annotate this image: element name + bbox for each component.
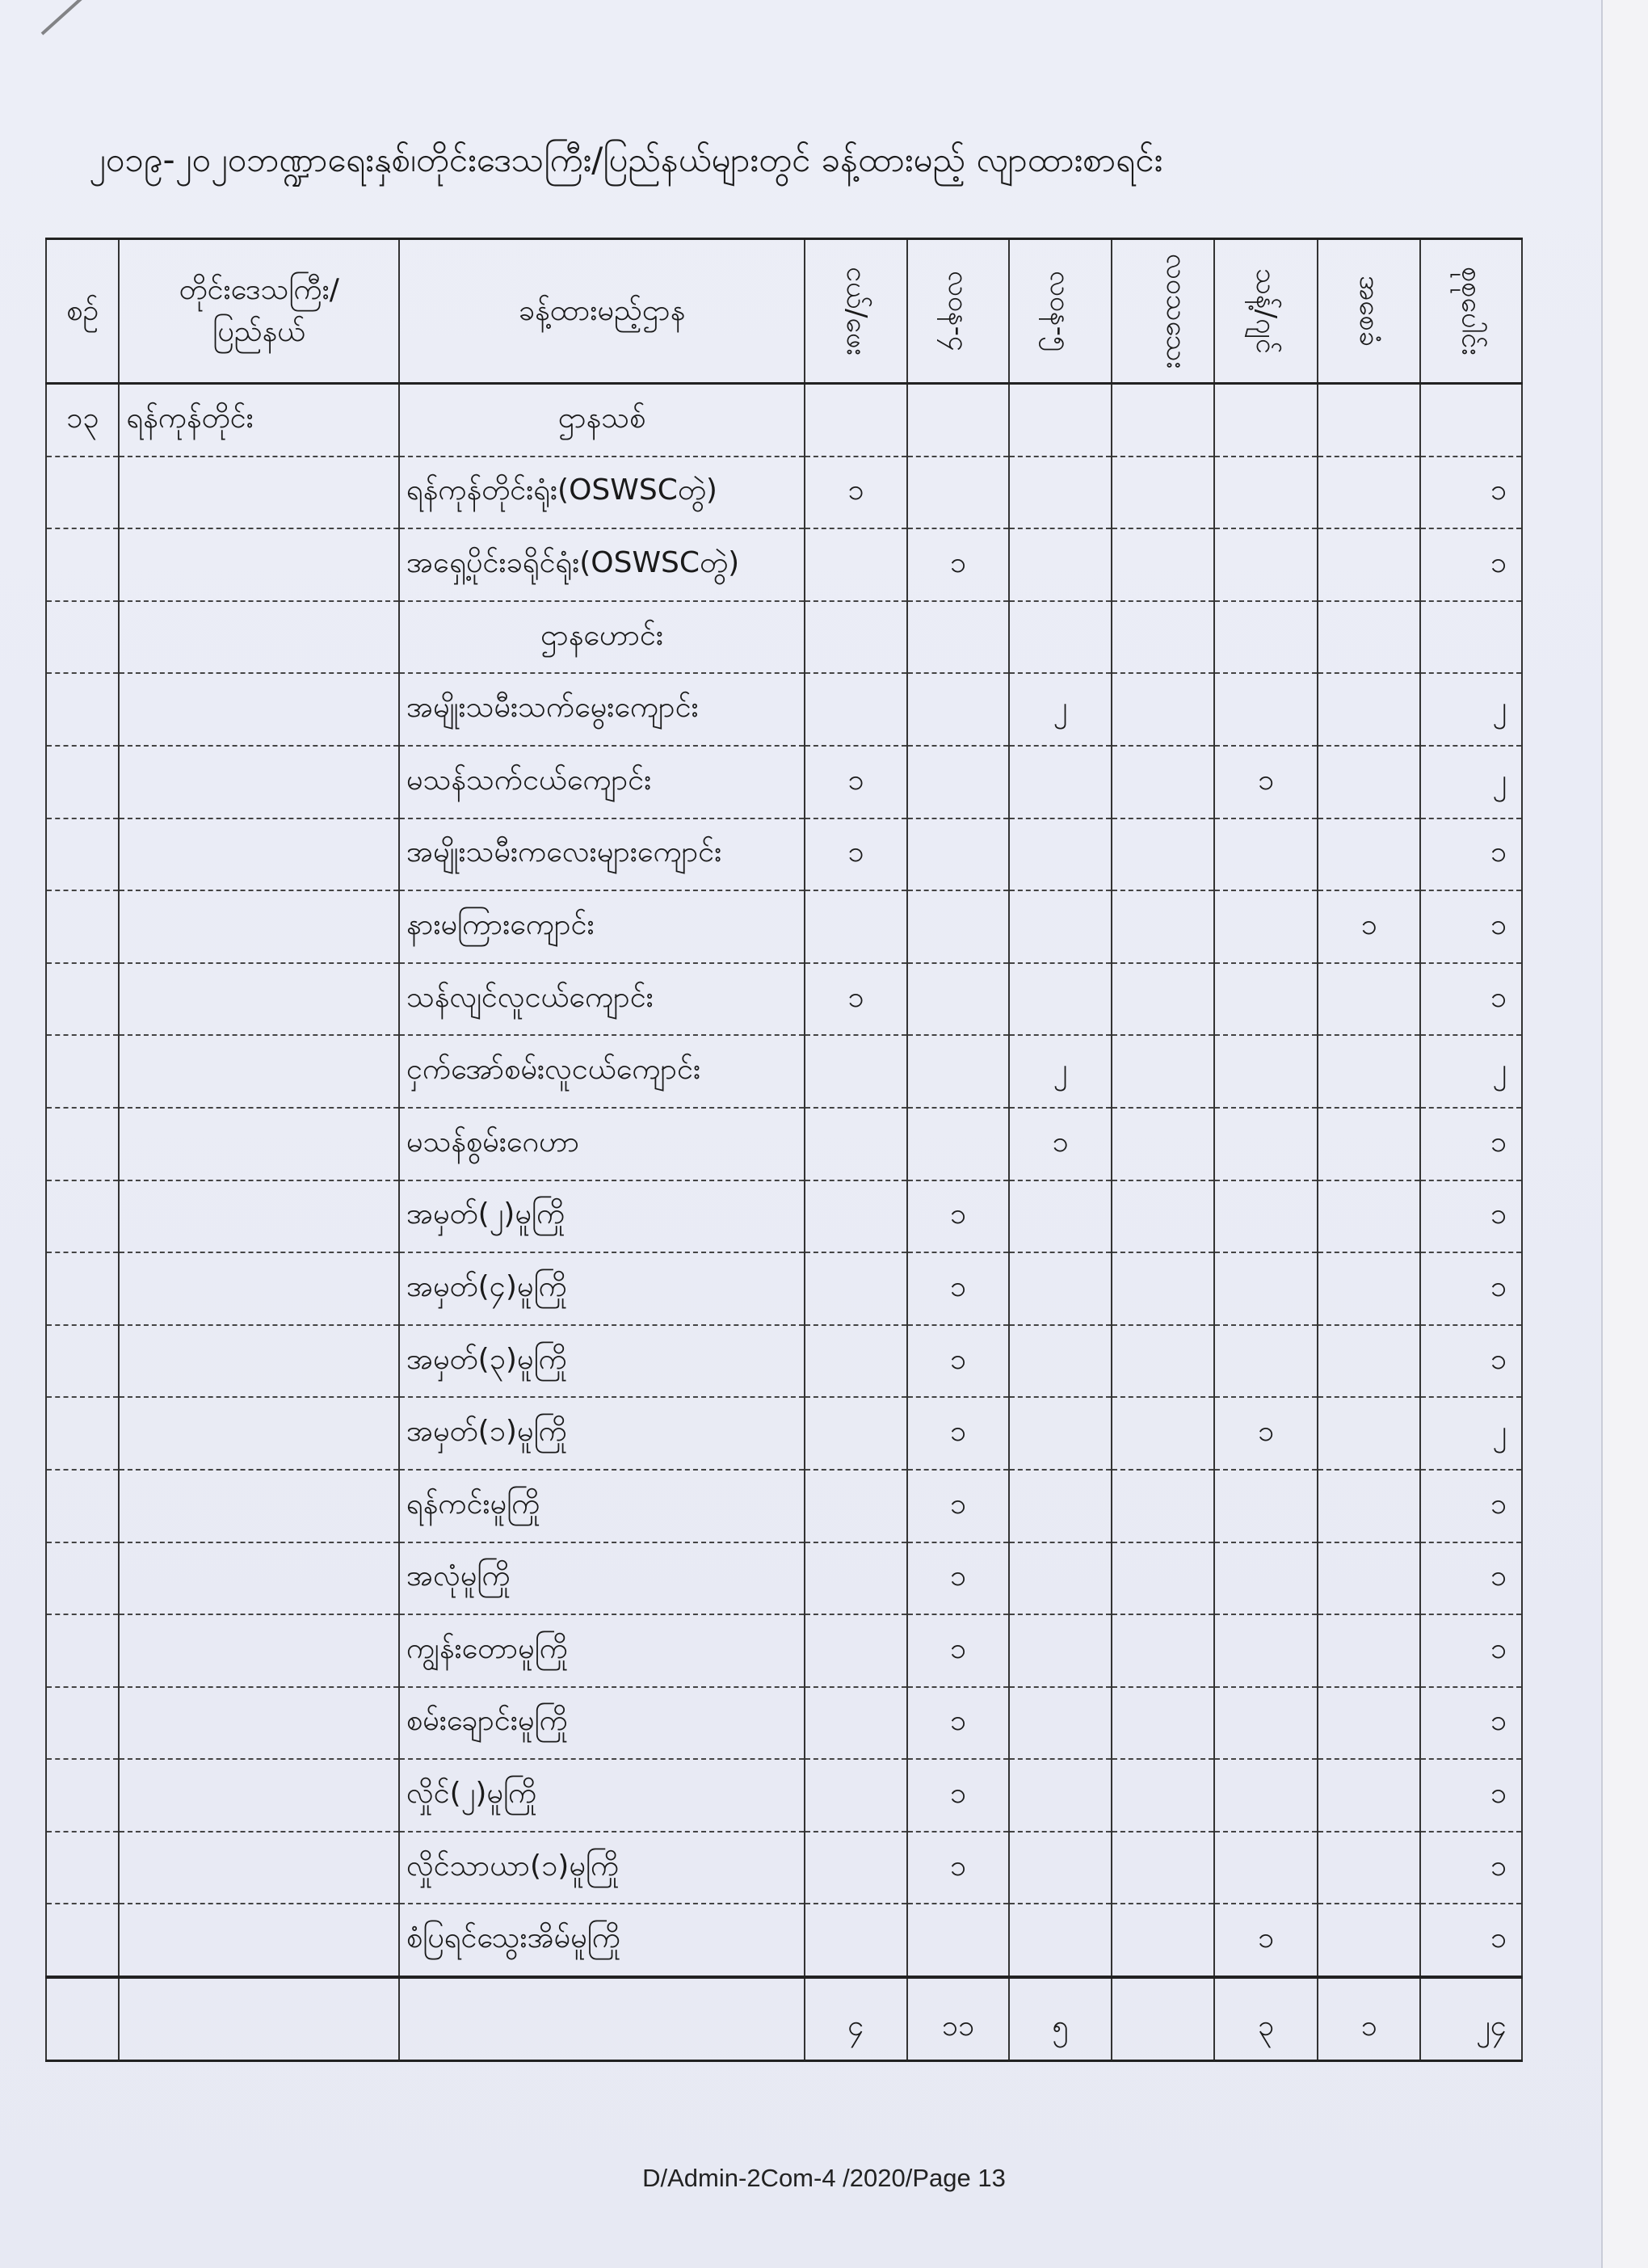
region-cell [119,818,399,891]
count-cell-2 [907,1108,1010,1180]
department-name: ငှက်အော်စမ်းလူငယ်ကျောင်း [399,1035,805,1108]
document-title: ၂၀၁၉-၂၀၂၀ဘဏ္ဍာရေးနှစ်၊တိုင်းဒေသကြီး/ပြည်နယ်များတွင် ခန့်ထားမည့် လျာထားစာရင်း [89,140,1163,179]
count-cell-6 [1318,1470,1421,1542]
row-total-cell: ၁ [1420,1542,1522,1615]
count-cell-5 [1214,1470,1318,1542]
serial-cell [46,528,119,601]
count-cell-6 [1318,1687,1421,1760]
header-col-5 [1214,239,1318,384]
count-cell-4 [1112,1759,1215,1832]
count-cell-1 [805,1759,907,1832]
header-department: ခန့်ထားမည့်ဌာန [399,239,805,384]
serial-cell [46,1759,119,1832]
count-cell-1 [805,1832,907,1904]
region-cell [119,963,399,1036]
serial-cell [46,673,119,746]
column-total-5: ၃ [1214,1977,1318,2061]
column-total-2: ၁၁ [907,1977,1010,2061]
table-row [46,890,1522,963]
region-cell [119,1397,399,1470]
count-cell-1 [805,601,907,674]
pen-stroke-mark [41,0,86,35]
count-cell-1 [805,1397,907,1470]
count-cell-6 [1318,1325,1421,1398]
count-cell-3 [1009,746,1112,818]
count-cell-2: ၁ [907,528,1010,601]
count-cell-2: ၁ [907,1252,1010,1325]
row-total-cell: ၁ [1420,1687,1522,1760]
staffing-table [45,238,1523,2062]
count-cell-6 [1318,1252,1421,1325]
serial-cell [46,1687,119,1760]
region-cell [119,601,399,674]
count-cell-5 [1214,1759,1318,1832]
region-cell [119,890,399,963]
count-cell-3 [1009,1397,1112,1470]
count-cell-2 [907,1904,1010,1977]
count-cell-2 [907,1035,1010,1108]
column-total-1: ၄ [805,1977,907,2061]
count-cell-6 [1318,963,1421,1036]
count-cell-2 [907,673,1010,746]
row-total-cell [1420,601,1522,674]
count-cell-4 [1112,457,1215,529]
section-row [46,384,1522,457]
count-cell-3 [1009,1325,1112,1398]
header-col-total-label: စုစုပေါင်း [1456,267,1489,356]
count-cell-1 [805,1687,907,1760]
row-total-cell: ၂ [1420,1035,1522,1108]
department-name: ရန်ကုန်တိုင်းရုံး(OSWSCတွဲ) [399,457,805,529]
count-cell-3 [1009,818,1112,891]
count-cell-4 [1112,1252,1215,1325]
count-cell-5 [1214,1035,1318,1108]
count-cell-1 [805,1904,907,1977]
count-cell-4 [1112,1035,1215,1108]
count-cell-6 [1318,1108,1421,1180]
count-cell-2: ၁ [907,1542,1010,1615]
serial-cell [46,1832,119,1904]
count-cell-3 [1009,1832,1112,1904]
department-name: စမ်းချောင်းမူကြို [399,1687,805,1760]
header-col-4-label: လဝသသေး [1159,253,1192,369]
region-cell [119,1325,399,1398]
count-cell-1 [805,384,907,457]
count-cell-3 [1009,1470,1112,1542]
header-col-2 [907,239,1010,384]
serial-cell [46,1180,119,1253]
row-total-cell: ၁ [1420,1832,1522,1904]
header-col-3-label: လဝန-၅ [1044,271,1077,351]
count-cell-3: ၂ [1009,1035,1112,1108]
serial-cell [46,746,119,818]
row-total-cell [1420,384,1522,457]
row-total-cell: ၁ [1420,963,1522,1036]
count-cell-6 [1318,1832,1421,1904]
table-row [46,1614,1522,1687]
count-cell-1 [805,673,907,746]
count-cell-1: ၁ [805,963,907,1036]
department-name: လှိုင်(၂)မူကြို [399,1759,805,1832]
table-row [46,1108,1522,1180]
row-total-cell: ၁ [1420,1108,1522,1180]
region-cell [119,457,399,529]
count-cell-6 [1318,1614,1421,1687]
count-cell-3 [1009,384,1112,457]
department-name: စံပြရင်သွေးအိမ်မူကြို [399,1904,805,1977]
count-cell-4 [1112,601,1215,674]
table-row [46,1687,1522,1760]
table-row [46,528,1522,601]
region-cell: ရန်ကုန်တိုင်း [119,384,399,457]
count-cell-3 [1009,1180,1112,1253]
region-cell [119,746,399,818]
count-cell-4 [1112,1832,1215,1904]
table-body [46,384,1522,2061]
count-cell-3 [1009,890,1112,963]
count-cell-1 [805,890,907,963]
count-cell-4 [1112,1397,1215,1470]
header-col-2-label: လဝန-၄ [941,271,974,351]
count-cell-4 [1112,1180,1215,1253]
count-cell-2: ၁ [907,1470,1010,1542]
count-cell-6 [1318,1542,1421,1615]
region-cell [119,673,399,746]
count-cell-5 [1214,1108,1318,1180]
count-cell-6 [1318,1397,1421,1470]
count-cell-2 [907,963,1010,1036]
count-cell-3 [1009,1252,1112,1325]
department-name: အမျိုးသမီးသက်မွေးကျောင်း [399,673,805,746]
row-total-cell: ၂ [1420,746,1522,818]
region-cell [119,528,399,601]
count-cell-4 [1112,746,1215,818]
region-cell [119,1180,399,1253]
count-cell-4 [1112,1904,1215,1977]
header-serial: စဉ် [46,239,119,384]
header-region-label: တိုင်းဒေသကြီး/ ပြည်နယ် [179,273,339,348]
row-total-cell: ၁ [1420,1180,1522,1253]
row-total-cell: ၁ [1420,890,1522,963]
count-cell-6 [1318,1035,1421,1108]
totals-blank-cell [46,1977,119,2061]
count-cell-4 [1112,1542,1215,1615]
department-name: အမှတ်(၂)မူကြို [399,1180,805,1253]
count-cell-2: ၁ [907,1180,1010,1253]
count-cell-2 [907,457,1010,529]
count-cell-6 [1318,818,1421,891]
count-cell-6 [1318,1904,1421,1977]
department-name: ရန်ကင်းမူကြို [399,1470,805,1542]
count-cell-2 [907,890,1010,963]
table-row [46,673,1522,746]
row-total-cell: ၁ [1420,457,1522,529]
serial-cell: ၁၃ [46,384,119,457]
serial-cell [46,1108,119,1180]
count-cell-6 [1318,1759,1421,1832]
count-cell-1 [805,1325,907,1398]
totals-blank-cell [399,1977,805,2061]
count-cell-4 [1112,1108,1215,1180]
serial-cell [46,1614,119,1687]
header-col-6 [1318,239,1421,384]
table-row [46,746,1522,818]
row-total-cell: ၁ [1420,1614,1522,1687]
count-cell-5 [1214,673,1318,746]
count-cell-3 [1009,1759,1112,1832]
count-cell-2 [907,818,1010,891]
table-row [46,1397,1522,1470]
count-cell-2: ၁ [907,1832,1010,1904]
section-heading: ဌာနဟောင်း [399,601,805,674]
count-cell-1 [805,1035,907,1108]
count-cell-5 [1214,1832,1318,1904]
count-cell-4 [1112,963,1215,1036]
column-total-6: ၁ [1318,1977,1421,2061]
count-cell-2: ၁ [907,1759,1010,1832]
count-cell-5: ၁ [1214,1904,1318,1977]
count-cell-6 [1318,746,1421,818]
count-cell-1 [805,1542,907,1615]
header-col-6-label: အစေခံ [1352,276,1385,347]
row-total-cell: ၁ [1420,1470,1522,1542]
count-cell-4 [1112,818,1215,891]
department-name: ကျွန်းတောမူကြို [399,1614,805,1687]
count-cell-1: ၁ [805,746,907,818]
region-cell [119,1904,399,1977]
count-cell-5 [1214,601,1318,674]
table-row [46,457,1522,529]
count-cell-2 [907,601,1010,674]
region-cell [119,1759,399,1832]
count-cell-3 [1009,528,1112,601]
region-cell [119,1542,399,1615]
header-col-1-label: ငယ်/ဖေး [840,267,873,356]
page-footer: D/Admin-2Com-4 /2020/Page 13 [642,2164,1006,2192]
count-cell-2 [907,384,1010,457]
serial-cell [46,818,119,891]
department-name: နားမကြားကျောင်း [399,890,805,963]
count-cell-5 [1214,384,1318,457]
serial-cell [46,1904,119,1977]
region-cell [119,1614,399,1687]
serial-cell [46,963,119,1036]
count-cell-3 [1009,601,1112,674]
count-cell-4 [1112,1325,1215,1398]
row-total-cell: ၁ [1420,1252,1522,1325]
count-cell-6 [1318,384,1421,457]
header-row [46,239,1522,384]
serial-cell [46,601,119,674]
count-cell-4 [1112,1614,1215,1687]
serial-cell [46,1470,119,1542]
row-total-cell: ၁ [1420,1325,1522,1398]
count-cell-5 [1214,1252,1318,1325]
department-name: အမျိုးသမီးကလေးများကျောင်း [399,818,805,891]
count-cell-5 [1214,1542,1318,1615]
count-cell-2: ၁ [907,1687,1010,1760]
department-name: မသန်သက်ငယ်ကျောင်း [399,746,805,818]
serial-cell [46,1035,119,1108]
count-cell-3 [1009,1687,1112,1760]
count-cell-4 [1112,528,1215,601]
count-cell-1: ၁ [805,818,907,891]
header-col-4 [1112,239,1215,384]
count-cell-2: ၁ [907,1397,1010,1470]
count-cell-4 [1112,673,1215,746]
department-name: အမှတ်(၃)မူကြို [399,1325,805,1398]
region-cell [119,1108,399,1180]
count-cell-5 [1214,528,1318,601]
table-row [46,1180,1522,1253]
count-cell-6 [1318,601,1421,674]
count-cell-5 [1214,890,1318,963]
row-total-cell: ၁ [1420,1904,1522,1977]
table-row [46,1325,1522,1398]
serial-cell [46,890,119,963]
count-cell-1: ၁ [805,457,907,529]
table-row [46,1759,1522,1832]
count-cell-4 [1112,890,1215,963]
section-heading: ဌာနသစ် [399,384,805,457]
row-total-cell: ၁ [1420,818,1522,891]
count-cell-6 [1318,1180,1421,1253]
count-cell-2: ၁ [907,1325,1010,1398]
count-cell-5 [1214,818,1318,891]
table-row [46,1252,1522,1325]
count-cell-4 [1112,1687,1215,1760]
table-row [46,1904,1522,1977]
count-cell-6 [1318,457,1421,529]
department-name: အလုံမူကြို [399,1542,805,1615]
department-name: လှိုင်သာယာ(၁)မူကြို [399,1832,805,1904]
count-cell-5 [1214,1687,1318,1760]
serial-cell [46,1397,119,1470]
region-cell [119,1252,399,1325]
count-cell-1 [805,1108,907,1180]
count-cell-5 [1214,963,1318,1036]
column-total-4 [1112,1977,1215,2061]
row-total-cell: ၂ [1420,1397,1522,1470]
table-row [46,1832,1522,1904]
count-cell-3: ၁ [1009,1108,1112,1180]
row-total-cell: ၁ [1420,1759,1522,1832]
count-cell-5: ၁ [1214,1397,1318,1470]
header-col-5-label: သန့်/ဂျင် [1250,268,1283,354]
count-cell-3: ၂ [1009,673,1112,746]
section-row [46,601,1522,674]
totals-row [46,1977,1522,2061]
department-name: သန်လျင်လူငယ်ကျောင်း [399,963,805,1036]
serial-cell [46,1252,119,1325]
table-row [46,1470,1522,1542]
count-cell-1 [805,1180,907,1253]
totals-blank-cell [119,1977,399,2061]
header-col-3 [1009,239,1112,384]
count-cell-3 [1009,1904,1112,1977]
count-cell-5 [1214,1325,1318,1398]
count-cell-5 [1214,1614,1318,1687]
table-row [46,818,1522,891]
department-name: အရှေ့ပိုင်းခရိုင်ရုံး(OSWSCတွဲ) [399,528,805,601]
count-cell-3 [1009,457,1112,529]
department-name: အမှတ်(၄)မူကြို [399,1252,805,1325]
count-cell-3 [1009,1614,1112,1687]
header-col-1 [805,239,907,384]
count-cell-1 [805,1614,907,1687]
count-cell-6 [1318,528,1421,601]
region-cell [119,1687,399,1760]
count-cell-1 [805,1252,907,1325]
count-cell-4 [1112,384,1215,457]
table-row [46,1542,1522,1615]
region-cell [119,1470,399,1542]
department-name: အမှတ်(၁)မူကြို [399,1397,805,1470]
count-cell-3 [1009,963,1112,1036]
count-cell-5 [1214,1180,1318,1253]
count-cell-3 [1009,1542,1112,1615]
count-cell-4 [1112,1470,1215,1542]
count-cell-2 [907,746,1010,818]
header-region [119,239,399,384]
count-cell-5 [1214,457,1318,529]
count-cell-5: ၁ [1214,746,1318,818]
serial-cell [46,1325,119,1398]
table-row [46,1035,1522,1108]
grand-total: ၂၄ [1420,1977,1522,2061]
page-edge [1601,0,1648,2268]
table-row [46,963,1522,1036]
count-cell-2: ၁ [907,1614,1010,1687]
row-total-cell: ၁ [1420,528,1522,601]
row-total-cell: ၂ [1420,673,1522,746]
serial-cell [46,1542,119,1615]
region-cell [119,1035,399,1108]
serial-cell [46,457,119,529]
column-total-3: ၅ [1009,1977,1112,2061]
count-cell-1 [805,528,907,601]
count-cell-6: ၁ [1318,890,1421,963]
department-name: မသန်စွမ်းဂေဟာ [399,1108,805,1180]
region-cell [119,1832,399,1904]
count-cell-1 [805,1470,907,1542]
count-cell-6 [1318,673,1421,746]
header-col-total [1420,239,1522,384]
